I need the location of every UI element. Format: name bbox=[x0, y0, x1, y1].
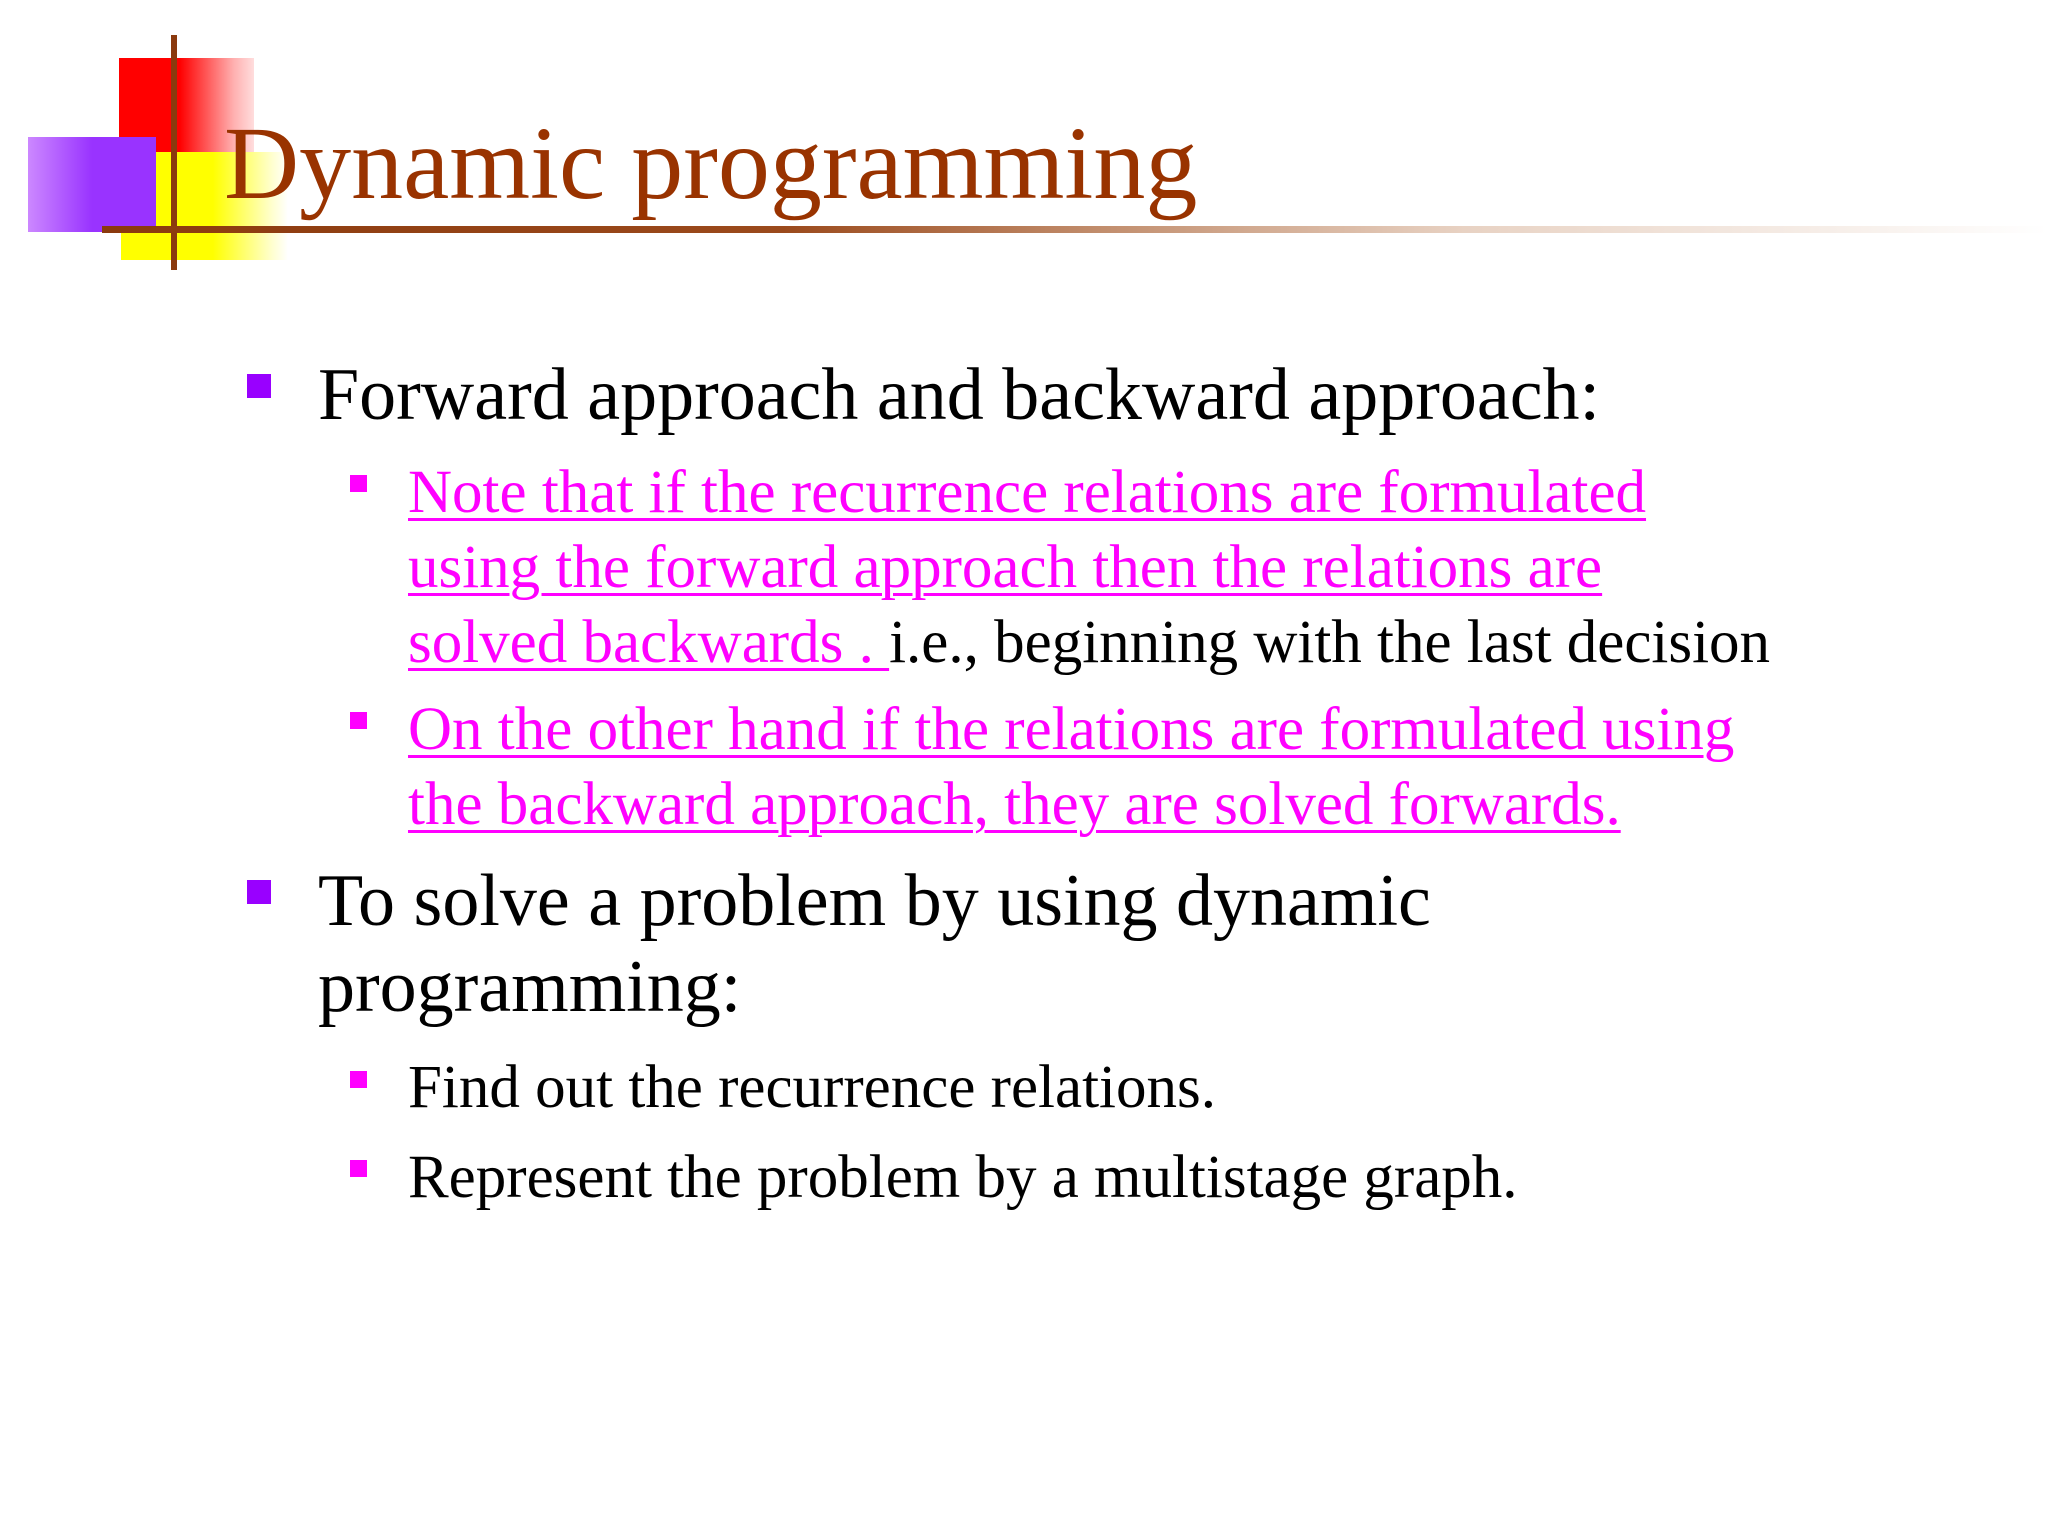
sub-bullet-1-2-line-1[interactable] bbox=[408, 692, 1734, 767]
bullet-square-icon bbox=[247, 374, 271, 398]
bullet-2-line-2: programming: bbox=[318, 946, 742, 1028]
sub-bullet-1-1-line-3 bbox=[408, 605, 1770, 680]
bullet-1-text: Forward approach and backward approach: bbox=[318, 354, 1601, 436]
sub-bullet-2-2-text: Represent the problem by a multistage graph. bbox=[408, 1144, 1518, 1211]
sub-bullet-2-1-text: Find out the recurrence relations. bbox=[408, 1054, 1216, 1121]
sub-bullet-1-1-line-2[interactable] bbox=[408, 530, 1602, 605]
slide-title: Dynamic programming bbox=[224, 106, 1198, 221]
sub-bullet-1-2-link-1[interactable]: On the other hand if the relations are formulated using bbox=[408, 696, 1735, 763]
sub-bullet-square-icon bbox=[350, 1160, 367, 1177]
sub-bullet-1-1-link-3[interactable]: solved backwards . bbox=[408, 609, 890, 676]
sub-bullet-1-1-tail-text: i.e., beginning with the last decision bbox=[889, 609, 1771, 676]
sub-bullet-square-icon bbox=[350, 1071, 367, 1088]
bullet-square-icon bbox=[247, 880, 271, 904]
sub-bullet-square-icon bbox=[350, 712, 367, 729]
decor-vertical-line bbox=[171, 35, 177, 270]
sub-bullet-1-2-link-2[interactable]: the backward approach, they are solved forwards. bbox=[408, 771, 1621, 838]
sub-bullet-1-1-link-1[interactable]: Note that if the recurrence relations are formulated bbox=[408, 459, 1647, 526]
title-underline-rule bbox=[102, 226, 2048, 233]
bullet-2-line-1: To solve a problem by using dynamic bbox=[318, 860, 1431, 942]
decor-purple-square bbox=[28, 137, 156, 232]
sub-bullet-1-2-line-2[interactable] bbox=[408, 767, 1621, 842]
sub-bullet-1-1-line-1[interactable] bbox=[408, 455, 1646, 530]
sub-bullet-square-icon bbox=[350, 475, 367, 492]
sub-bullet-1-1-link-2[interactable]: using the forward approach then the relations are bbox=[408, 534, 1603, 601]
